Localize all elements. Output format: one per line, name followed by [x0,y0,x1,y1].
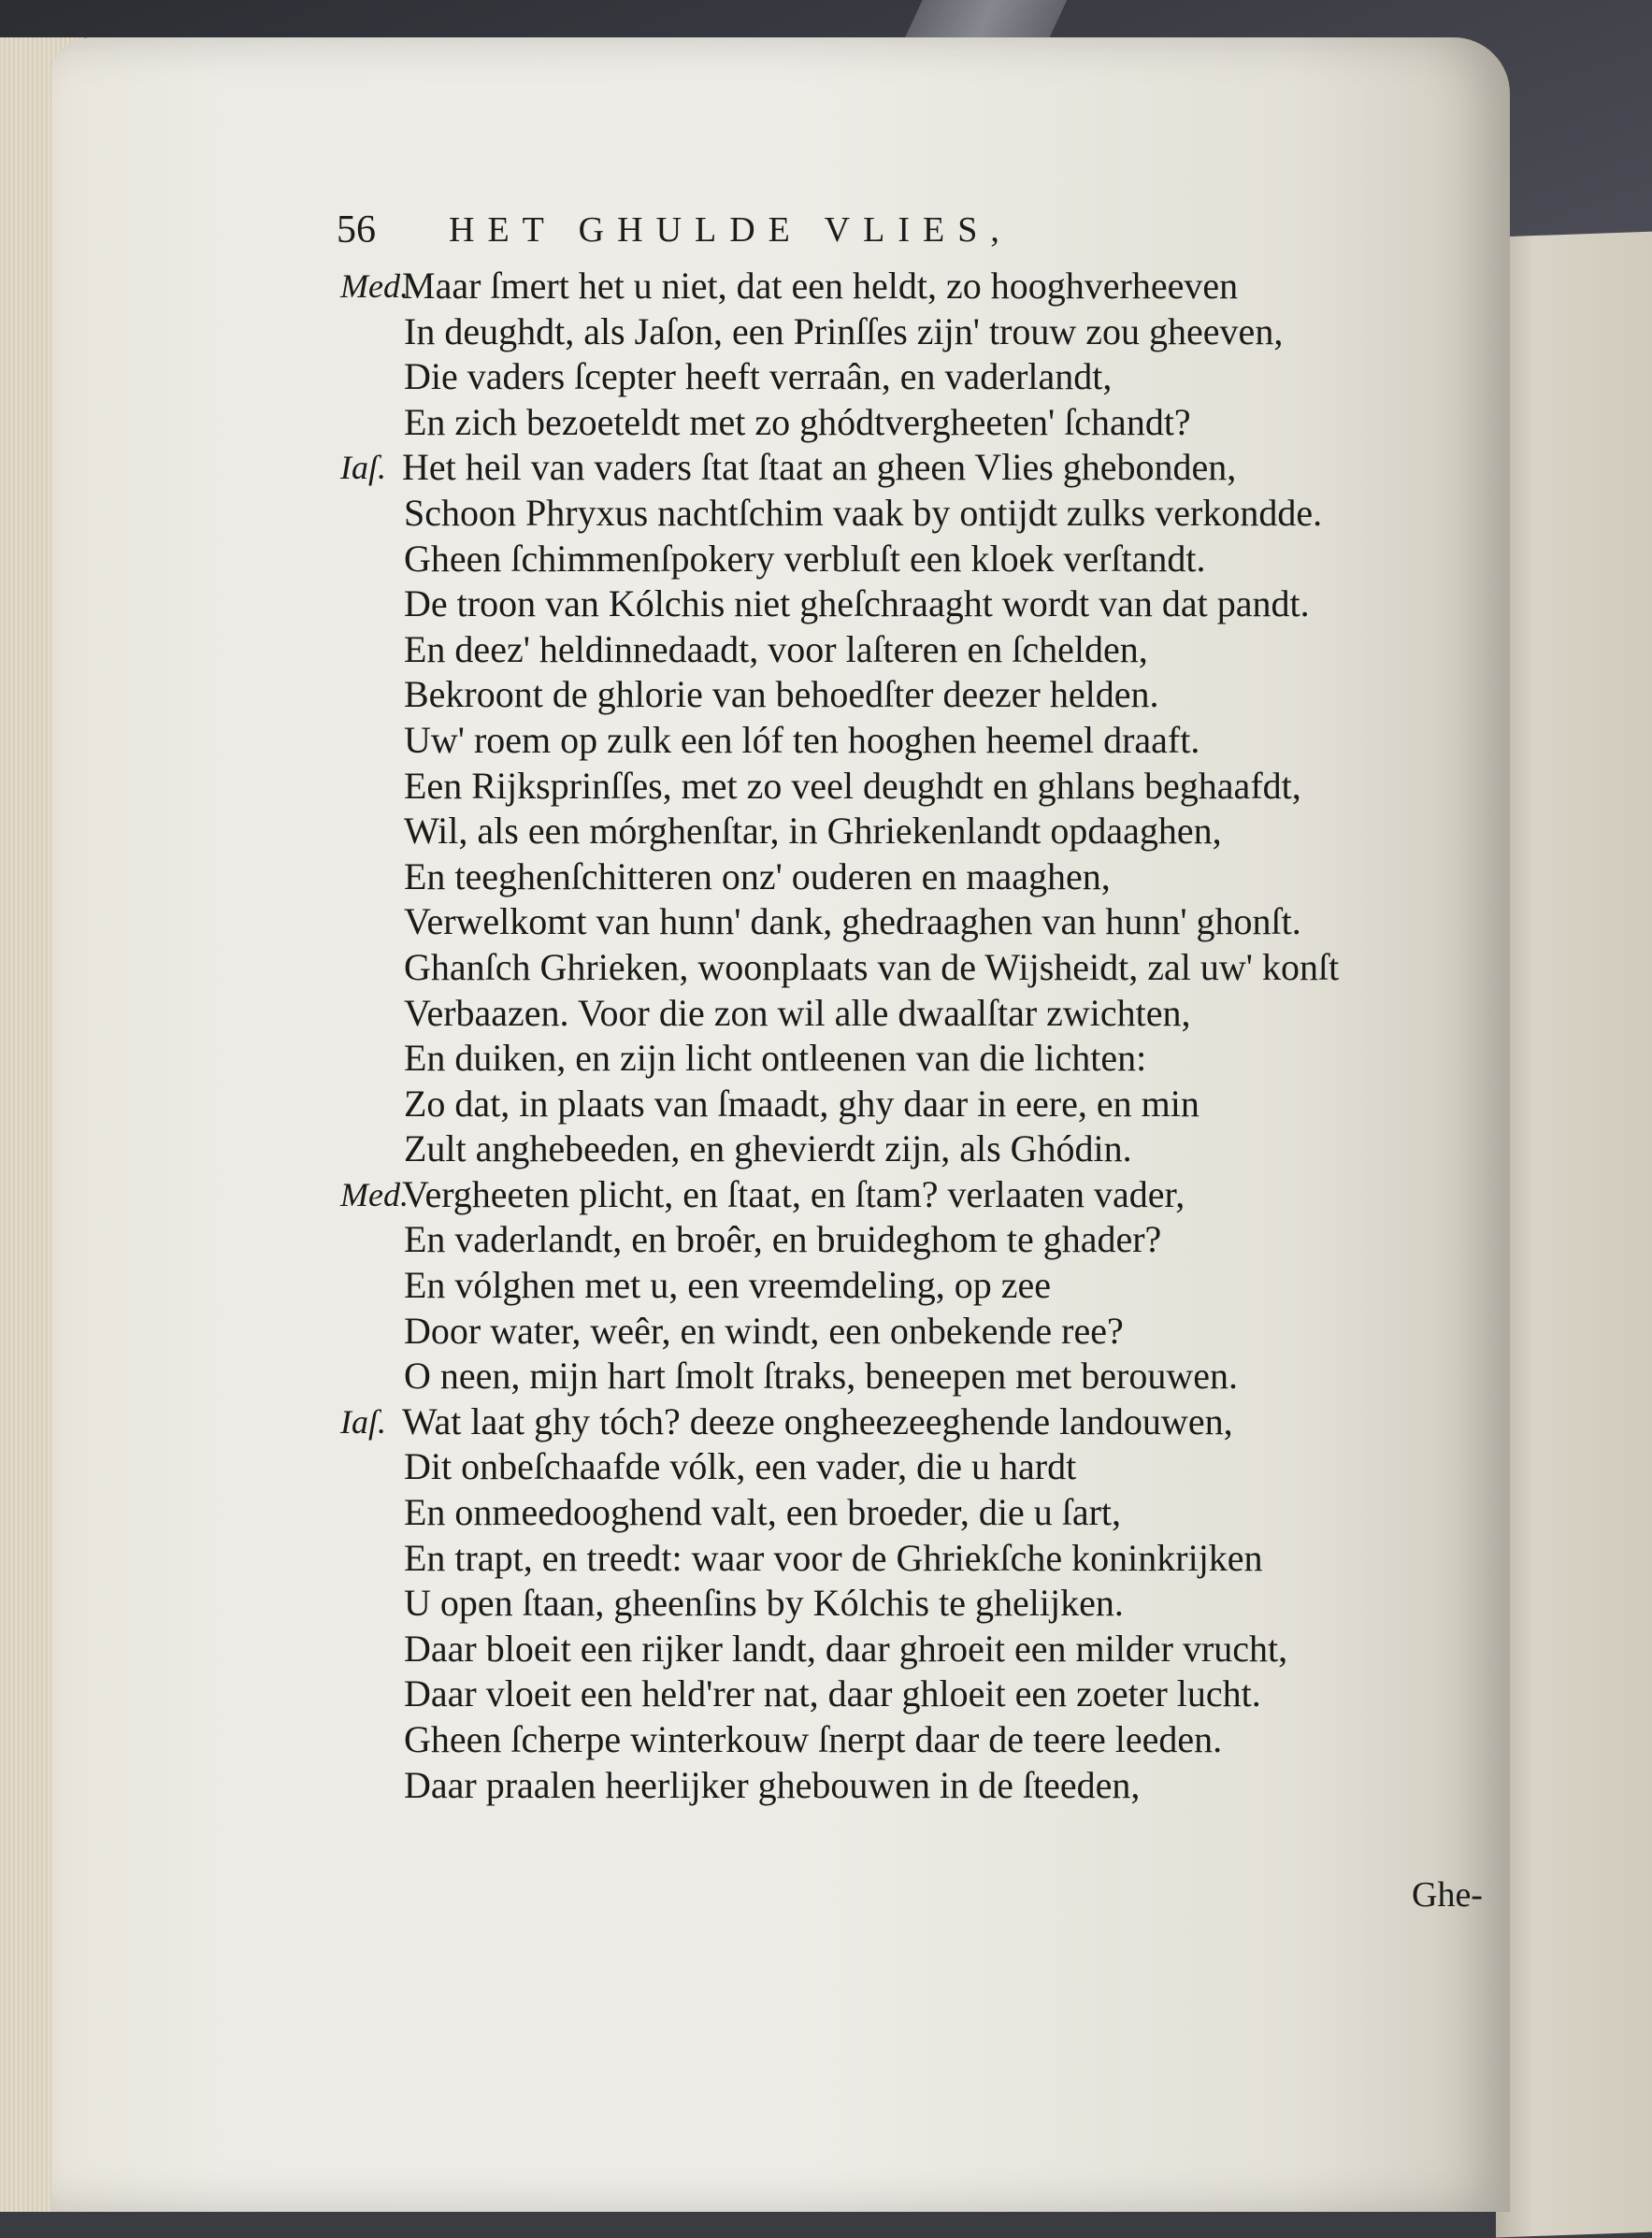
verse-line [346,1082,1449,1127]
verse-line [346,1581,1449,1627]
verse-text: In deughdt, als Jaſon, een Prinſſes zijn' trouw zou gheeven, [404,309,1284,352]
verse-line [346,1263,1449,1309]
verse-line [346,945,1449,991]
verse-line [346,854,1449,900]
verse-text: Door water, weêr, en windt, een onbekende ree? [404,1309,1124,1352]
verse-line [346,1671,1449,1717]
verse-line [346,1627,1449,1672]
verse-text: Wil, als een mórghenſtar, in Ghriekenlandt opdaaghen, [404,810,1222,853]
verse-block [340,264,1449,1808]
verse-text: Zult anghebeeden, en ghevierdt zijn, als Ghódin. [404,1127,1132,1170]
verse-line [346,1309,1449,1355]
verse-text: En teeghenſchitteren onz' ouderen en maaghen, [404,854,1111,897]
verse-line [346,491,1449,537]
verse-text: Daar vloeit een held'rer nat, daar ghloeit een zoeter lucht. [404,1672,1261,1715]
catchword: Ghe- [1412,1875,1483,1915]
verse-line [340,1399,1449,1445]
verse-text: O neen, mijn hart ſmolt ſtraks, beneepen met berouwen. [404,1355,1238,1398]
verse-line [346,899,1449,945]
verse-line [346,718,1449,764]
verse-text: Ghanſch Ghrieken, woonplaats van de Wijsheidt, zal uw' konſt [404,945,1340,988]
verse-text: Een Rijksprinſſes, met zo veel deughdt en ghlans beghaafdt, [404,764,1301,807]
verse-text: Schoon Phryxus nachtſchim vaak by ontijdt zulks verkondde. [404,491,1323,534]
verse-line [346,627,1449,673]
verse-line [346,309,1449,355]
verse-text: Dit onbeſchaafde vólk, een vader, die u hardt [404,1445,1077,1488]
verse-line [346,1444,1449,1490]
verse-text: U open ſtaan, gheenſins by Kólchis te ghelijken. [404,1582,1124,1625]
verse-line [346,764,1449,810]
verse-text: Wat laat ghy tóch? deeze ongheezeeghende landouwen, [402,1399,1233,1442]
verse-text: Die vaders ſcepter heeft verraân, en vaderlandt, [404,355,1113,398]
verse-text: Gheen ſcherpe winterkouw ſnerpt daar de teere leeden. [404,1718,1223,1760]
verse-text: Vergheeten plicht, en ſtaat, en ſtam? verlaaten vader, [402,1172,1185,1215]
verse-line [346,1536,1449,1582]
verse-line [346,991,1449,1037]
verse-line [346,809,1449,854]
verse-line [346,1126,1449,1172]
verse-line [346,1717,1449,1763]
verse-text: En vaderlandt, en broêr, en bruideghom te ghader? [404,1218,1162,1261]
running-title: HET GHULDE VLIES, [449,210,1013,250]
verse-line [346,400,1449,446]
verse-text: Zo dat, in plaats van ſmaadt, ghy daar in eere, en min [404,1082,1199,1125]
verse-text: Maar ſmert het u niet, dat een heldt, zo hooghverheeven [402,265,1239,307]
verse-line [346,1490,1449,1536]
speaker-label: Med. [340,267,409,305]
page-header [337,208,1328,264]
verse-line [346,1763,1449,1809]
speaker-label: Med. [340,1175,409,1213]
verse-text: En zich bezoeteldt met zo ghódtvergheeten' ſchandt? [404,400,1191,443]
speaker-label: Iaſ. [340,1402,386,1441]
verse-text: Verwelkomt van hunn' dank, ghedraaghen van hunn' ghonſt. [404,900,1301,943]
verse-text: En onmeedooghend valt, een broeder, die u ſart, [404,1491,1122,1534]
verse-text: Het heil van vaders ſtat ſtaat an gheen Vlies ghebonden, [402,446,1237,489]
verse-line [346,1217,1449,1263]
verse-text: De troon van Kólchis niet gheſchraaght wordt van dat pandt. [404,582,1310,625]
facing-page-edge [1496,231,1652,2238]
verse-line [346,1354,1449,1399]
verse-line [340,1172,1449,1218]
verse-line [340,264,1449,309]
verse-line [346,1036,1449,1082]
verse-text: Bekroont de ghlorie van behoedſter deezer helden. [404,673,1159,716]
verse-line [346,672,1449,718]
page-number: 56 [337,208,376,251]
speaker-label: Iaſ. [340,449,386,487]
verse-line [340,445,1449,491]
verse-text: En trapt, en treedt: waar voor de Ghriekſche koninkrijken [404,1536,1263,1579]
verse-line [346,581,1449,627]
verse-text: En duiken, en zijn licht ontleenen van die lichten: [404,1037,1147,1080]
verse-text: Verbaazen. Voor die zon wil alle dwaalſtar zwichten, [404,991,1191,1034]
verse-text: En vólghen met u, een vreemdeling, op zee [404,1264,1051,1307]
verse-line [346,354,1449,400]
verse-text: En deez' heldinnedaadt, voor laſteren en ſchelden, [404,627,1148,670]
verse-text: Gheen ſchimmenſpokery verbluſt een kloek verſtandt. [404,537,1206,580]
verse-line [346,537,1449,582]
verse-text: Daar bloeit een rijker landt, daar ghroeit een milder vrucht, [404,1627,1288,1670]
verse-text: Uw' roem op zulk een lóf ten hooghen heemel draaft. [404,718,1200,761]
verse-text: Daar praalen heerlijker ghebouwen in de ſteeden, [404,1763,1141,1806]
